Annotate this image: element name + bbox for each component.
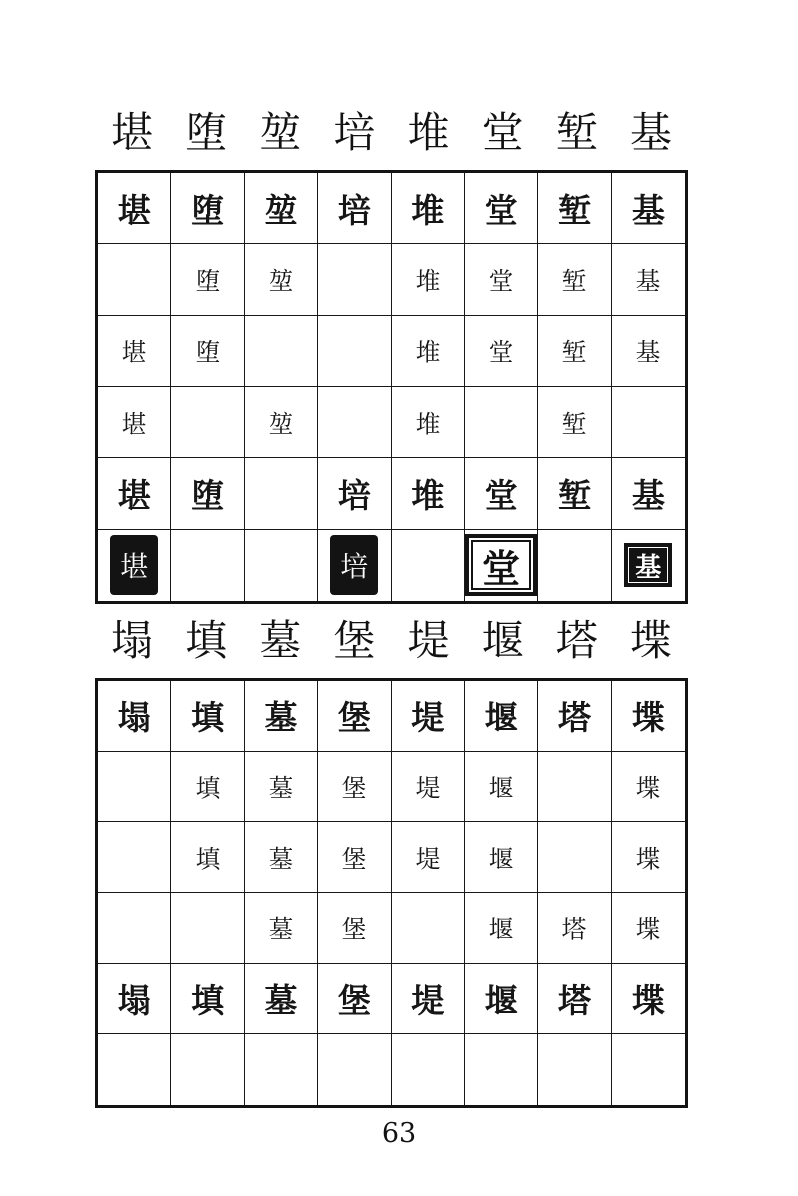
ancient-script-glyph: 墓 [268,915,294,945]
ancient-script-glyph: 堰 [484,980,518,1020]
ancient-script-glyph: 堕 [191,475,225,515]
header-character: 堰 [481,616,524,665]
header-character: 塌 [111,616,154,665]
ancient-script-glyph: 堪 [117,475,151,515]
glyph-cell [318,173,391,244]
ancient-script-glyph: 堆 [415,338,441,368]
glyph-cell [318,822,391,893]
header-character: 填 [185,616,228,665]
ancient-script-glyph: 堂 [488,338,514,368]
header-character: 堃 [259,108,302,157]
glyph-cell [98,458,171,529]
glyph-cell [171,458,244,529]
ancient-script-glyph: 堪 [117,190,151,230]
ancient-script-glyph: 堑 [562,338,587,368]
glyph-cell [465,893,538,964]
glyph-cell [318,752,391,823]
ancient-script-glyph: 基 [631,190,665,230]
glyph-cell [465,822,538,893]
glyph-cell [392,387,465,458]
ancient-script-glyph: 堆 [411,475,445,515]
ancient-script-glyph: 堃 [268,267,294,297]
ancient-script-glyph: 塔 [557,980,591,1020]
ancient-script-glyph: 基 [635,338,661,368]
ancient-script-glyph: 塔 [557,698,591,738]
bottom-glyph-table [95,678,688,1108]
glyph-cell [612,458,685,529]
glyph-cell [171,530,244,601]
ancient-script-glyph: 堡 [337,980,371,1020]
header-character: 堪 [111,108,154,157]
glyph-cell [392,244,465,315]
glyph-cell [392,1034,465,1105]
glyph-cell [612,316,685,387]
ancient-script-glyph: 堤 [411,698,445,738]
glyph-cell [98,387,171,458]
ancient-script-glyph: 堕 [191,190,225,230]
glyph-cell [612,387,685,458]
header-character: 堕 [185,108,228,157]
glyph-cell [98,173,171,244]
glyph-cell [245,752,318,823]
ancient-script-glyph: 堪 [121,410,147,439]
glyph-cell [392,822,465,893]
glyph-cell [465,387,538,458]
glyph-cell [245,964,318,1035]
ancient-script-glyph: 堑 [557,475,591,515]
bottom-header-row [95,612,688,670]
header-character: 基 [629,108,672,157]
glyph-cell [612,752,685,823]
ancient-script-glyph: 堤 [415,845,441,874]
ancient-script-glyph: 塌 [117,980,151,1020]
ancient-script-glyph: 堤 [411,980,445,1020]
glyph-cell [171,173,244,244]
glyph-cell [318,458,391,529]
ancient-script-glyph: 堕 [195,338,220,368]
glyph-cell [392,316,465,387]
glyph-cell [538,530,611,601]
ancient-script-glyph: 堞 [635,774,661,804]
glyph-cell [245,822,318,893]
ancient-script-glyph: 堞 [631,698,665,738]
seal-impression: 堪 [111,536,157,594]
header-character: 堑 [555,108,598,157]
glyph-cell [465,1034,538,1105]
glyph-cell [538,752,611,823]
ancient-script-glyph: 堆 [411,190,445,230]
page-number: 63 [381,1118,417,1149]
glyph-cell [538,681,611,752]
glyph-cell [171,681,244,752]
glyph-cell [318,1034,391,1105]
glyph-cell [465,964,538,1035]
glyph-cell [465,244,538,315]
ancient-script-glyph: 填 [195,845,220,874]
glyph-cell [171,1034,244,1105]
glyph-cell [538,458,611,529]
glyph-cell [245,316,318,387]
ancient-script-glyph: 塌 [117,698,151,738]
ancient-script-glyph: 堂 [488,267,514,297]
ancient-script-glyph: 堡 [337,698,371,738]
glyph-cell [538,387,611,458]
glyph-cell [98,530,171,601]
ancient-script-glyph: 堑 [562,410,587,439]
glyph-cell [465,458,538,529]
header-character: 堂 [481,108,524,157]
glyph-cell [612,893,685,964]
glyph-cell [538,893,611,964]
ancient-script-glyph: 堰 [488,915,514,945]
glyph-cell [245,173,318,244]
ancient-script-glyph: 堡 [341,774,367,804]
top-glyph-table [95,170,688,604]
glyph-cell [612,244,685,315]
glyph-cell [465,681,538,752]
glyph-cell [98,752,171,823]
glyph-cell [171,316,244,387]
ancient-script-glyph: 堰 [484,698,518,738]
ancient-script-glyph: 堆 [415,267,441,297]
glyph-cell [465,530,538,601]
glyph-cell [612,1034,685,1105]
glyph-cell [171,822,244,893]
glyph-cell [612,964,685,1035]
header-character: 堤 [407,616,450,665]
ancient-script-glyph: 填 [191,980,225,1020]
ancient-script-glyph: 堑 [562,267,587,297]
ancient-script-glyph: 堂 [484,475,518,515]
glyph-cell [465,316,538,387]
glyph-cell [465,752,538,823]
ancient-script-glyph: 塔 [562,915,587,945]
ancient-script-glyph: 基 [635,267,661,297]
header-character: 堡 [333,616,376,665]
ancient-script-glyph: 堰 [488,845,514,874]
glyph-cell [318,530,391,601]
seal-impression: 培 [331,536,377,594]
header-character: 堆 [407,108,450,157]
ancient-script-glyph: 堪 [121,338,147,368]
glyph-cell [171,964,244,1035]
glyph-cell [245,244,318,315]
glyph-cell [98,316,171,387]
glyph-cell [538,822,611,893]
glyph-cell [392,681,465,752]
glyph-cell [538,316,611,387]
glyph-cell [98,822,171,893]
glyph-cell [171,752,244,823]
seal-impression: 堂 [465,534,537,596]
glyph-cell [392,752,465,823]
glyph-cell [318,681,391,752]
seal-impression: 基 [624,543,672,587]
glyph-cell [318,387,391,458]
glyph-cell [392,964,465,1035]
ancient-script-glyph: 墓 [268,774,294,804]
glyph-cell [612,822,685,893]
ancient-script-glyph: 堂 [484,190,518,230]
glyph-cell [318,244,391,315]
ancient-script-glyph: 堕 [195,267,220,297]
glyph-cell [318,893,391,964]
ancient-script-glyph: 基 [631,475,665,515]
glyph-cell [98,1034,171,1105]
glyph-cell [612,681,685,752]
glyph-cell [245,893,318,964]
ancient-script-glyph: 填 [191,698,225,738]
header-character: 培 [333,108,376,157]
glyph-cell [245,681,318,752]
glyph-cell [465,173,538,244]
glyph-cell [538,173,611,244]
glyph-cell [98,681,171,752]
ancient-script-glyph: 堞 [635,845,661,874]
glyph-cell [318,964,391,1035]
glyph-cell [612,173,685,244]
glyph-cell [538,244,611,315]
glyph-cell [392,458,465,529]
glyph-cell [171,244,244,315]
ancient-script-glyph: 填 [195,774,220,804]
glyph-cell [98,964,171,1035]
glyph-cell [98,244,171,315]
glyph-cell [318,316,391,387]
glyph-cell [538,1034,611,1105]
ancient-script-glyph: 堃 [268,410,294,439]
header-character: 塔 [555,616,598,665]
glyph-cell [245,530,318,601]
ancient-script-glyph: 墓 [264,698,298,738]
glyph-cell [245,387,318,458]
ancient-script-glyph: 堑 [557,190,591,230]
top-header-row [95,104,688,162]
glyph-cell [612,530,685,601]
glyph-cell [98,893,171,964]
header-character: 堞 [629,616,672,665]
ancient-script-glyph: 堞 [631,980,665,1020]
ancient-script-glyph: 墓 [264,980,298,1020]
glyph-cell [171,893,244,964]
ancient-script-glyph: 培 [337,190,371,230]
ancient-script-glyph: 堃 [264,190,298,230]
glyph-cell [538,964,611,1035]
ancient-script-glyph: 墓 [268,845,294,874]
ancient-script-glyph: 堰 [488,774,514,804]
glyph-cell [392,530,465,601]
ancient-script-glyph: 堡 [341,845,367,874]
header-character: 墓 [259,616,302,665]
glyph-cell [392,893,465,964]
glyph-cell [245,458,318,529]
ancient-script-glyph: 堆 [415,410,441,439]
ancient-script-glyph: 堡 [341,915,367,945]
glyph-cell [245,1034,318,1105]
glyph-cell [171,387,244,458]
ancient-script-glyph: 堞 [635,915,661,945]
ancient-script-glyph: 堤 [415,774,441,804]
ancient-script-glyph: 培 [337,475,371,515]
glyph-cell [392,173,465,244]
